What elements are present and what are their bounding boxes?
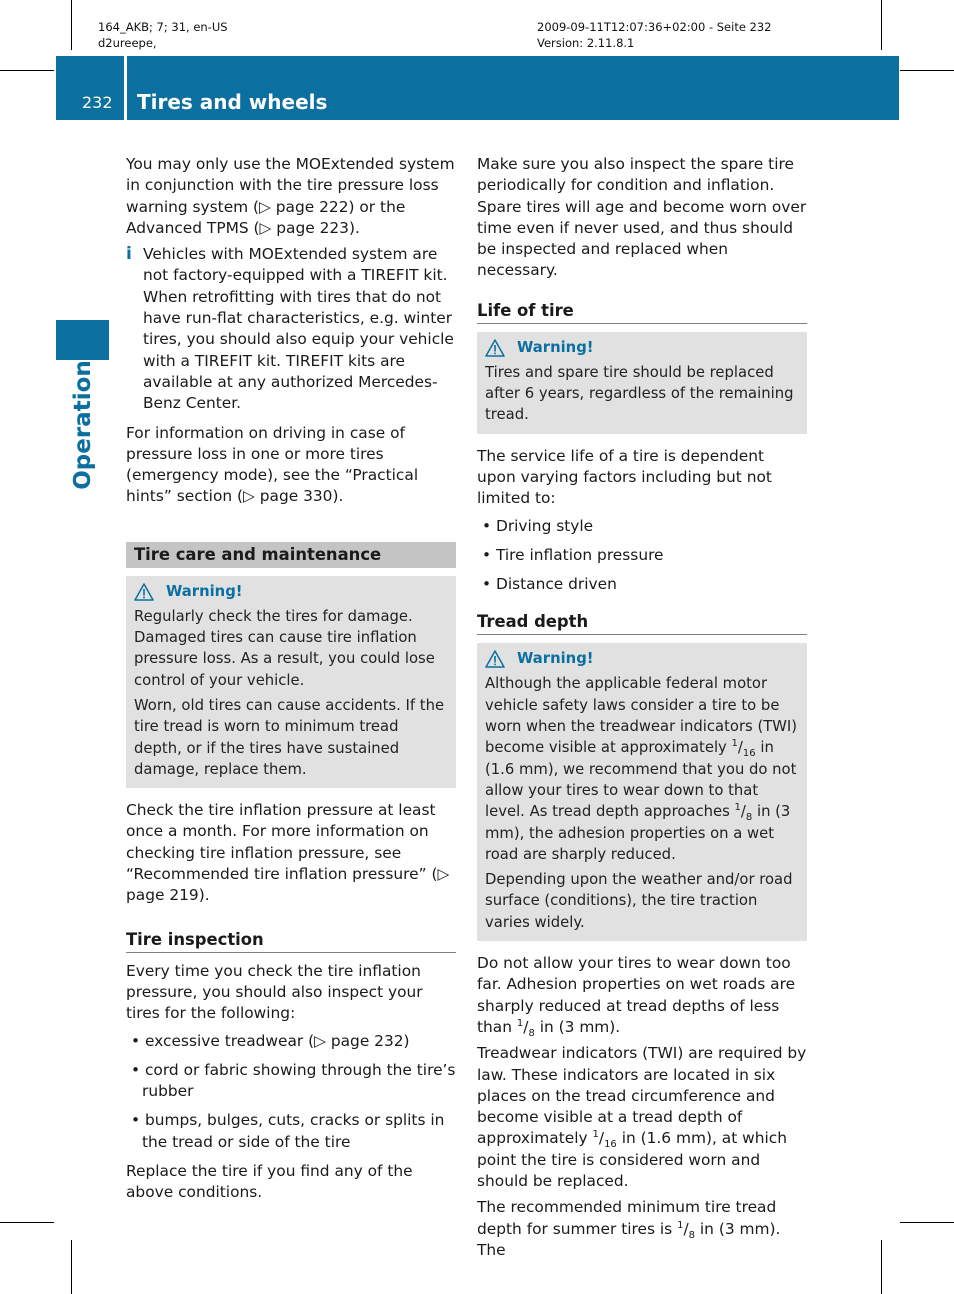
list-item: • excessive treadwear (▷ page 232) bbox=[131, 1031, 410, 1050]
print-meta-left bbox=[98, 19, 228, 51]
warning-text: Tires and spare tire should be replaced after 6 years, regardless of the remaining tread. bbox=[485, 363, 794, 424]
list-item: • Tire inflation pressure bbox=[482, 545, 664, 564]
section-heading: Tire care and maintenance bbox=[126, 542, 456, 568]
warning-title: Warning! bbox=[166, 582, 243, 600]
fraction-denominator: 8 bbox=[528, 1027, 535, 1039]
paragraph-part: Treadwear indicators (TWI) are required by law. These indicators are located in six places on the tread circumference and become visible at a tread depth of approximately bbox=[477, 1044, 807, 1148]
sub-heading: Life of tire bbox=[477, 300, 807, 324]
warning-title: Warning! bbox=[517, 650, 594, 668]
page-number: 232 bbox=[82, 93, 113, 112]
list-item: • bumps, bulges, cuts, cracks or splits in the tread or side of the tire bbox=[131, 1111, 445, 1151]
fraction-numerator: 1 bbox=[516, 1017, 524, 1029]
sub-heading: Tire inspection bbox=[126, 929, 456, 953]
print-meta-right bbox=[537, 19, 772, 51]
warning-triangle-icon bbox=[485, 650, 505, 668]
side-tab-label: Operation bbox=[70, 360, 96, 490]
header-separator bbox=[124, 56, 127, 120]
crop-mark bbox=[900, 70, 954, 71]
print-meta-left-line1: 164_AKB; 7; 31, en-US bbox=[98, 20, 228, 34]
warning-text: Depending upon the weather and/or road surface (conditions), the tire traction varies widely. bbox=[485, 871, 793, 931]
fraction-1-8: $^1/_8$ bbox=[516, 1017, 535, 1039]
warning-box bbox=[477, 643, 807, 941]
fraction-denominator: 8 bbox=[688, 1229, 695, 1241]
fraction-1-8: $^1/_8$ bbox=[677, 1219, 695, 1241]
crop-mark bbox=[900, 1222, 954, 1223]
warning-text: Regularly check the tires for damage. Damaged tires can cause tire inflation pressure loss. As a result, you could lose control of your vehicle. bbox=[134, 607, 435, 689]
fraction-1-16: $^1/_{16}$ bbox=[731, 738, 756, 760]
paragraph-part: in (1.6 mm), at which point the tire is considered worn and should be replaced. bbox=[477, 1129, 787, 1190]
info-text: Vehicles with MOExtended system are not factory-equipped with a TIREFIT kit. When retrofitting with tires that do not have run-flat characteristics, e.g. winter tires, you should also equip your vehicle with a TIREFIT kit. TIREFIT kits are available at any authorized Mercedes-Benz Center. bbox=[143, 245, 454, 413]
paragraph: Replace the tire if you find any of the above conditions. bbox=[126, 1161, 413, 1202]
print-meta-right-line2: Version: 2.11.8.1 bbox=[537, 36, 635, 50]
fraction-denominator: 8 bbox=[745, 812, 753, 824]
warning-text: Worn, old tires can cause accidents. If the tire tread is worn to minimum tread depth, or if the tires have sustained damage, replace them. bbox=[134, 696, 445, 778]
warning-text-part: Although the applicable federal motor vehicle safety laws consider a tire to be worn when the treadwear indicators (TWI) become visible at approximately bbox=[485, 675, 798, 757]
crop-mark bbox=[71, 1240, 72, 1294]
bullet-list bbox=[477, 516, 807, 596]
warning-text bbox=[485, 673, 799, 865]
warning-title: Warning! bbox=[517, 338, 594, 356]
right-column bbox=[477, 154, 807, 1266]
fraction-numerator: 1 bbox=[731, 738, 738, 750]
fraction-numerator: 1 bbox=[734, 802, 741, 814]
print-meta-right-line1: 2009-09-11T12:07:36+02:00 - Seite 232 bbox=[537, 20, 772, 34]
warning-triangle-icon bbox=[485, 339, 505, 357]
crop-mark bbox=[71, 0, 72, 50]
fraction-denominator: 16 bbox=[604, 1139, 617, 1151]
paragraph bbox=[477, 953, 807, 1038]
sub-heading: Tread depth bbox=[477, 611, 807, 635]
crop-mark bbox=[0, 70, 54, 71]
paragraph-part: Do not allow your tires to wear down too far. Adhesion properties on wet roads are sharply reduced at tread depths of less than bbox=[477, 954, 796, 1036]
fraction-1-16: $^1/_{16}$ bbox=[592, 1129, 617, 1151]
bullet-list bbox=[126, 1031, 456, 1153]
fraction-1-8: $^1/_8$ bbox=[734, 802, 753, 824]
print-meta-left-line2: d2ureepe, bbox=[98, 36, 157, 50]
paragraph: Make sure you also inspect the spare tire periodically for condition and inflation. Spare tires will age and become worn over time even if never used, and thus should be inspected and replaced when necessary. bbox=[477, 155, 807, 280]
paragraph bbox=[477, 1197, 807, 1261]
list-item: • cord or fabric showing through the tire’s rubber bbox=[131, 1060, 456, 1101]
fraction-numerator: 1 bbox=[592, 1129, 599, 1141]
warning-header bbox=[134, 582, 448, 602]
paragraph: The service life of a tire is dependent upon varying factors including but not limited to: bbox=[477, 446, 772, 508]
warning-box bbox=[477, 332, 807, 434]
warning-header bbox=[485, 338, 799, 358]
paragraph bbox=[477, 1043, 807, 1192]
paragraph: Every time you check the tire inflation pressure, you should also inspect your tires for the following: bbox=[126, 961, 423, 1023]
info-note bbox=[126, 244, 456, 414]
paragraph-part: in (3 mm). The bbox=[477, 1219, 781, 1259]
info-icon: i bbox=[126, 244, 132, 265]
warning-text-part: in (3 mm), the adhesion properties on a wet road are sharply reduced. bbox=[485, 803, 791, 863]
paragraph-part: The recommended minimum tire tread depth for summer tires is bbox=[477, 1198, 777, 1238]
crop-mark bbox=[881, 1240, 882, 1294]
paragraph-part: in (3 mm). bbox=[534, 1017, 621, 1036]
side-tab-marker bbox=[56, 320, 109, 360]
crop-mark bbox=[881, 0, 882, 50]
paragraph: For information on driving in case of pressure loss in one or more tires (emergency mode), see the “Practical hints” section (▷ page 330). bbox=[126, 423, 419, 506]
warning-box bbox=[126, 576, 456, 788]
left-column bbox=[126, 154, 456, 1209]
paragraph: Check the tire inflation pressure at least once a month. For more information on checking tire inflation pressure, see “Recommended tire inflation pressure” (▷ page 219). bbox=[126, 801, 450, 905]
paragraph: You may only use the MOExtended system in conjunction with the tire pressure loss warning system (▷ page 222) or the Advanced TPMS (▷ page 223). bbox=[126, 155, 455, 237]
warning-text-part: in (1.6 mm), we recommend that you do not allow your tires to wear down to that level. As tread depth approaches bbox=[485, 739, 797, 821]
section-title: Tires and wheels bbox=[137, 90, 328, 114]
warning-header bbox=[485, 649, 799, 669]
fraction-denominator: 16 bbox=[742, 748, 756, 760]
crop-mark bbox=[0, 1222, 54, 1223]
list-item: • Driving style bbox=[482, 516, 594, 535]
fraction-numerator: 1 bbox=[677, 1219, 684, 1231]
list-item: • Distance driven bbox=[482, 575, 617, 594]
warning-triangle-icon bbox=[134, 583, 154, 601]
